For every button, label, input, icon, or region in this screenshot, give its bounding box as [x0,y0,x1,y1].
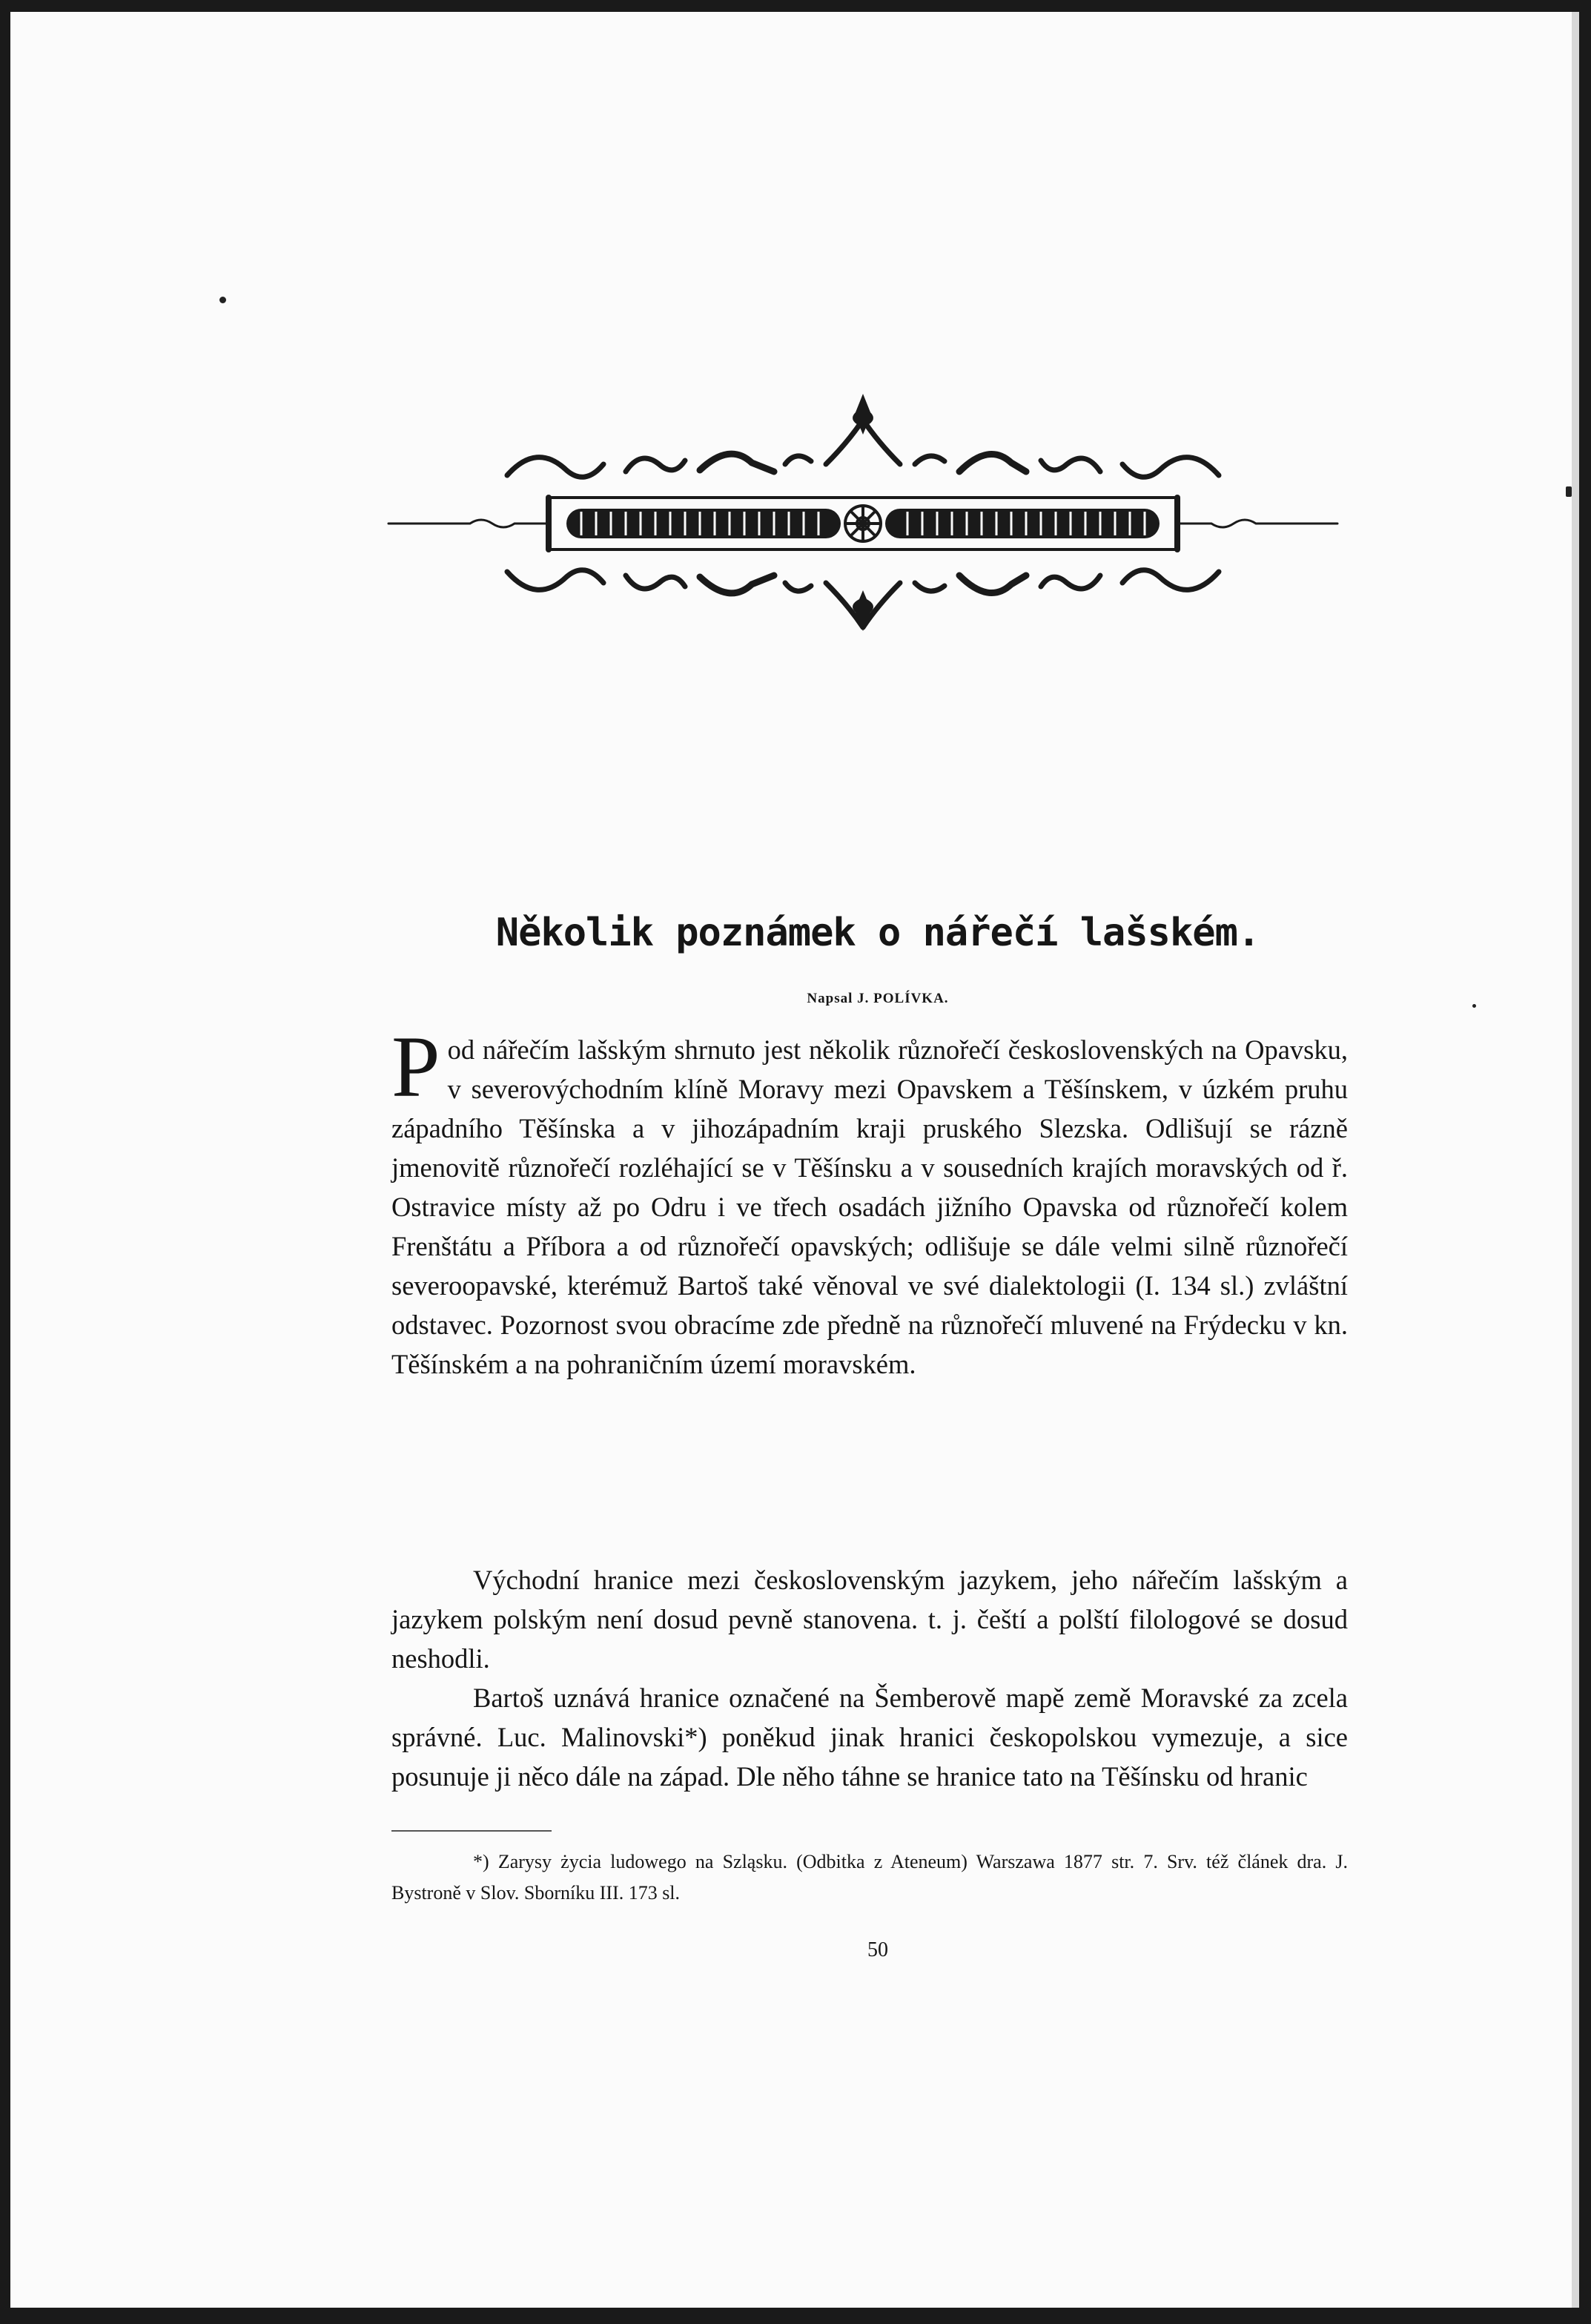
drop-cap-initial: P [391,1018,440,1115]
page-number: 50 [867,1938,888,1961]
paragraph-1 [391,1018,1348,1384]
article-title: Několik poznámek o nářečí lašském. [495,911,1260,955]
ornament-headpiece-icon [381,390,1345,635]
scan-speck [1472,1004,1476,1008]
scan-speck [1566,486,1572,497]
scan-edge [1572,12,1579,2308]
scan-speck [219,297,226,303]
scanned-page [10,12,1579,2308]
article-byline: Napsal J. POLÍVKA. [807,991,949,1006]
paragraph-2: Východní hranice mezi československým jazykem, jeho nářečím lašským a jazykem polským není dosud pevně stanovena. t. j. čeští a polští filologové se dosud neshodli. [391,1565,1348,1674]
paragraph-3: Bartoš uznává hranice označené na Šemberově mapě země Moravské za zcela správné. Luc. Malinovski*) poněkud jinak hranici českopolskou vymezuje, a sice posunuje ji něco dále na západ. Dle něho táhne se hranice tato na Těšínsku od hranic [391,1683,1348,1792]
footnote-divider [391,1830,552,1832]
paragraph-1-text: od nářečím lašským shrnuto jest několik různořečí československých na Opavsku, v severovýchodním klíně Moravy mezi Opavskem a Těšínskem, v úzkém pruhu západního Těšínska a v jihozápadním kraji pruského Slezska. Odlišují se rázně jmenovitě různořečí rozléhající se v Těšínsku a v sousedních krajích moravských od ř. Ostravice místy až po Odru i ve třech osadách jižního Opavska od různořečí kolem Frenštátu a Příbora a od různořečí opavských; odlišuje se dále velmi silně různořečí severoopavské, kterémuž Bartoš také věnoval ve své dialektologii (I. 134 sl.) zvláštní odstavec. Pozornost svou obracíme zde předně na různořečí mluvené na Frýdecku v kn. Těšínském a na pohraničním území moravském. [391,1034,1348,1379]
footnote: *) Zarysy życia ludowego na Szląsku. (Odbitka z Ateneum) Warszawa 1877 str. 7. Srv. též článek dra. J. Bystroně v Slov. Sborníku III. 173 sl. [391,1851,1348,1904]
